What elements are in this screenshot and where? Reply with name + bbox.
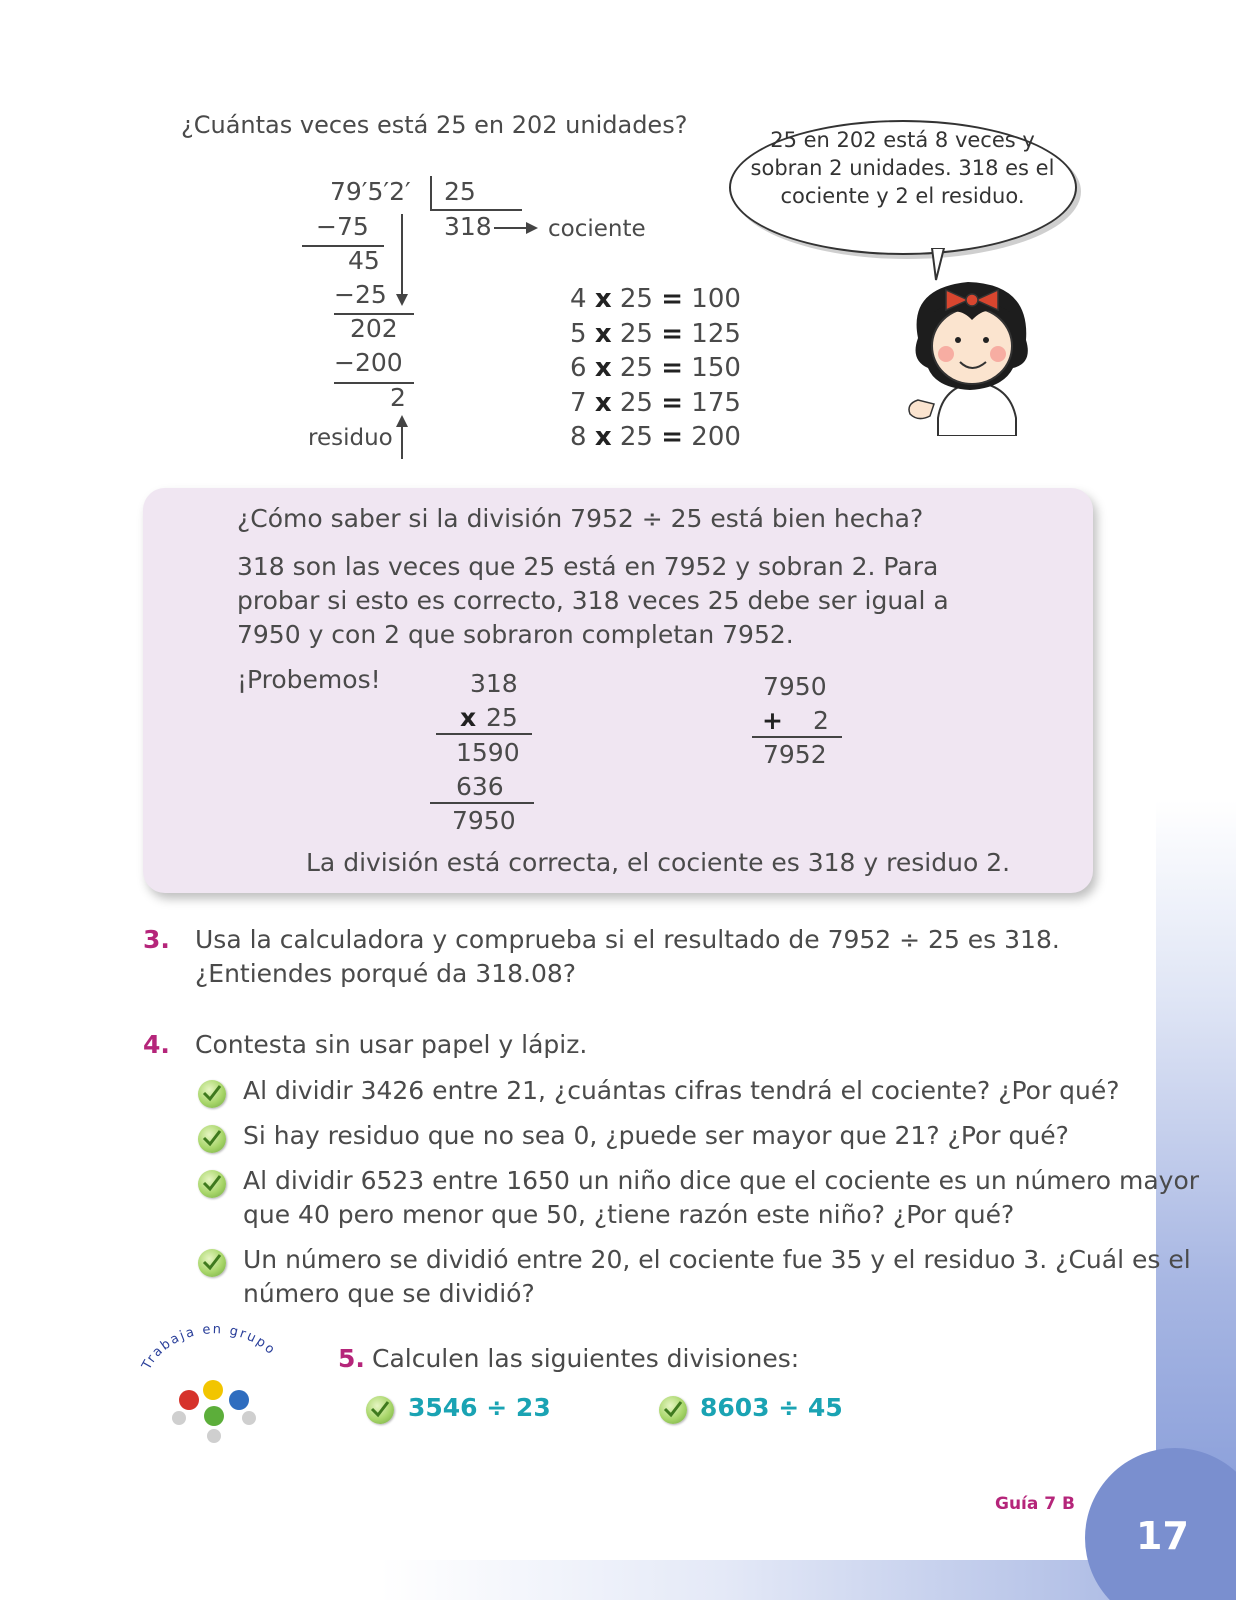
mult-line bbox=[436, 733, 532, 735]
add-top: 7950 bbox=[763, 672, 827, 701]
top-question: ¿Cuántas veces está 25 en 202 unidades? bbox=[181, 111, 688, 139]
division-bracket-vertical bbox=[430, 176, 432, 210]
dividend: 79′5′2′ bbox=[330, 177, 411, 206]
group-logo-text: Trabaja en grupo bbox=[139, 1322, 279, 1373]
check-icon bbox=[198, 1125, 226, 1153]
exercise-4-number: 4. bbox=[143, 1030, 170, 1059]
exercise-4-item-continued: que 40 pero menor que 50, ¿tiene razón este niño? ¿Por qué? bbox=[243, 1200, 1015, 1229]
try-label: ¡Probemos! bbox=[237, 665, 381, 694]
step-subtract-25: −25 bbox=[334, 280, 387, 309]
arrow-down-icon bbox=[396, 214, 408, 306]
arrow-right-icon bbox=[494, 221, 538, 235]
exercise-4-item-continued: número que se dividió? bbox=[243, 1279, 535, 1308]
division-bracket-horizontal bbox=[430, 209, 522, 211]
divisor: 25 bbox=[444, 177, 476, 206]
quotient-label: cociente bbox=[548, 216, 646, 242]
check-icon bbox=[198, 1080, 226, 1108]
mult-row: 7 x 25 = 175 bbox=[570, 387, 741, 418]
mult-partial-1: 1590 bbox=[456, 738, 520, 767]
step-subtract-75: −75 bbox=[316, 212, 369, 241]
mult-result: 7950 bbox=[452, 806, 516, 835]
step-45: 45 bbox=[348, 246, 380, 275]
verify-paragraph: 318 son las veces que 25 está en 7952 y sobran 2. Para probar si esto es correcto, 318 veces 25 debe ser igual a 7950 y con 2 que sobraron completan 7952. bbox=[237, 552, 949, 649]
verify-conclusion: La división está correcta, el cociente es 318 y residuo 2. bbox=[306, 848, 1011, 877]
check-icon bbox=[366, 1396, 394, 1424]
exercise-3-line-2: ¿Entiendes porqué da 318.08? bbox=[195, 959, 577, 988]
add-addend: 2 bbox=[813, 706, 829, 735]
add-result: 7952 bbox=[763, 740, 827, 769]
remainder: 2 bbox=[390, 383, 406, 412]
check-icon bbox=[198, 1170, 226, 1198]
exercise-5-text: Calculen las siguientes divisiones: bbox=[372, 1344, 800, 1373]
step-202: 202 bbox=[350, 314, 398, 343]
mult-factor: 25 bbox=[486, 703, 518, 732]
step-subtract-200: −200 bbox=[334, 348, 403, 377]
exercise-5-item: 3546 ÷ 23 bbox=[408, 1393, 551, 1422]
mult-partial-2: 636 bbox=[456, 772, 504, 801]
mult-operator: x bbox=[460, 703, 477, 732]
exercise-3-line-1: Usa la calculadora y comprueba si el resultado de 7952 ÷ 25 es 318. bbox=[195, 925, 1060, 954]
exercise-3-number: 3. bbox=[143, 925, 170, 954]
exercise-4-item: Al dividir 3426 entre 21, ¿cuántas cifras tendrá el cociente? ¿Por qué? bbox=[243, 1076, 1120, 1105]
guide-label: Guía 7 B bbox=[995, 1494, 1075, 1514]
check-icon bbox=[198, 1249, 226, 1277]
exercise-4-item: Un número se dividió entre 20, el cociente fue 35 y el residuo 3. ¿Cuál es el bbox=[243, 1245, 1191, 1274]
verify-question: ¿Cómo saber si la división 7952 ÷ 25 está bien hecha? bbox=[237, 504, 924, 533]
add-line bbox=[752, 736, 842, 738]
exercise-5-number: 5. bbox=[338, 1344, 365, 1373]
arrow-up-icon bbox=[396, 415, 408, 459]
exercise-4-item: Al dividir 6523 entre 1650 un niño dice que el cociente es un número mayor bbox=[243, 1166, 1200, 1195]
svg-text:Trabaja en grupo bbox=[139, 1322, 279, 1373]
mult-top: 318 bbox=[470, 669, 518, 698]
multiplication-table bbox=[570, 282, 741, 455]
page-number: 17 bbox=[1136, 1514, 1189, 1558]
mult-row: 6 x 25 = 150 bbox=[570, 353, 741, 383]
remainder-label: residuo bbox=[308, 425, 393, 451]
girl-character-illustration bbox=[898, 268, 1048, 436]
group-work-logo bbox=[135, 1318, 295, 1448]
exercise-4-intro: Contesta sin usar papel y lápiz. bbox=[195, 1030, 588, 1059]
mult-row: 8 x 25 = 200 bbox=[570, 422, 741, 452]
add-operator: + bbox=[762, 706, 783, 735]
quotient: 318 bbox=[444, 212, 492, 241]
exercise-4-item: Si hay residuo que no sea 0, ¿puede ser mayor que 21? ¿Por qué? bbox=[243, 1121, 1069, 1150]
exercise-5-item: 8603 ÷ 45 bbox=[700, 1393, 843, 1422]
mult-row: 5 x 25 = 125 bbox=[570, 318, 741, 349]
mult-line bbox=[430, 802, 534, 804]
check-icon bbox=[659, 1396, 687, 1424]
mult-row: 4 x 25 = 100 bbox=[570, 284, 741, 314]
speech-bubble-text: 25 en 202 está 8 veces y sobran 2 unidades. 318 es el cociente y 2 el residuo. bbox=[750, 128, 1055, 208]
